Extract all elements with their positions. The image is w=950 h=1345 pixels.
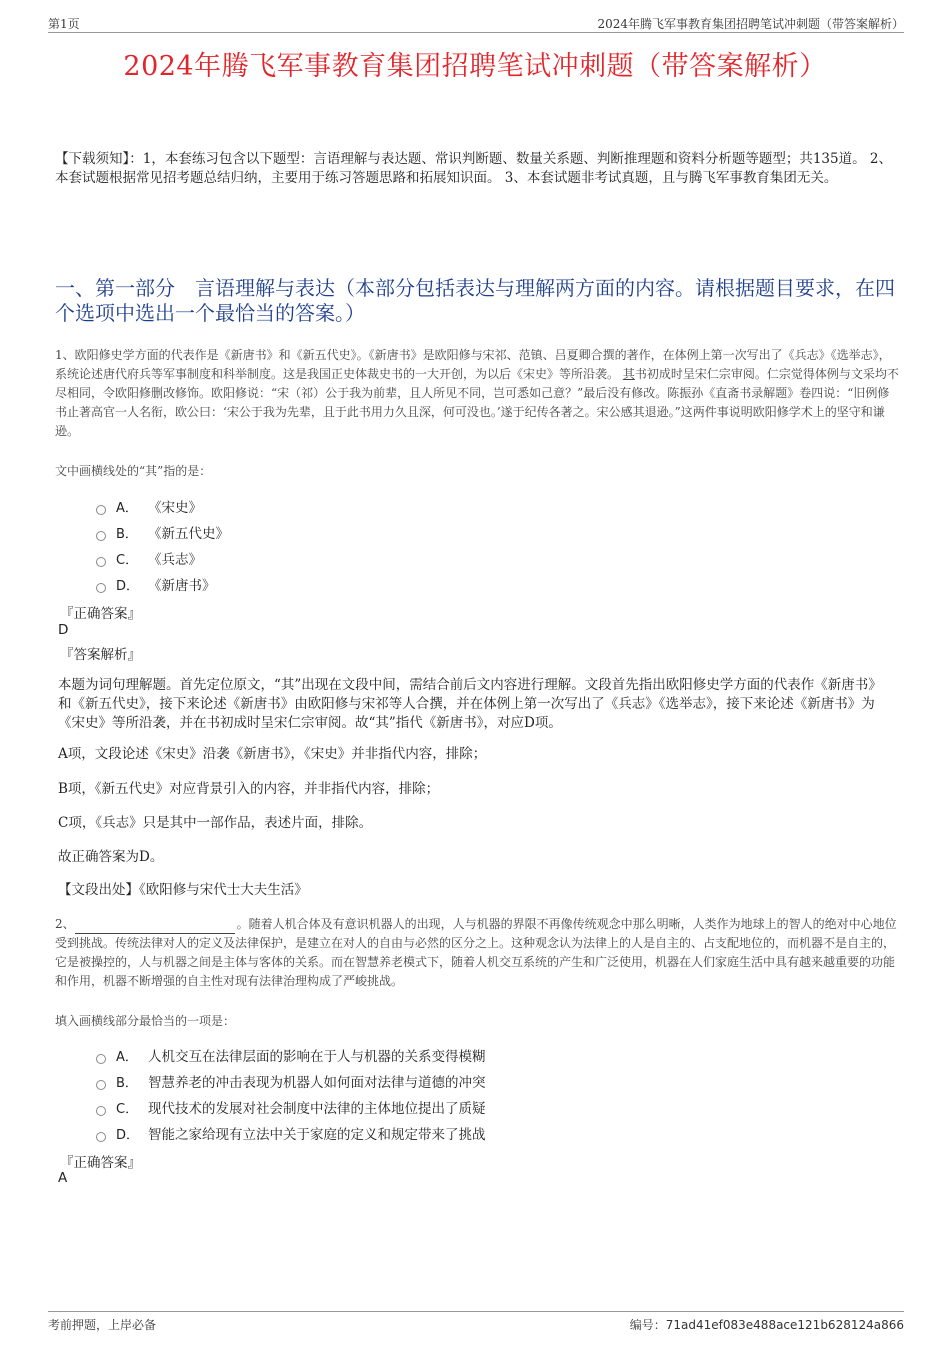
- q1-analysis-label: 『答案解析』: [60, 647, 141, 663]
- q1-options: [96, 496, 229, 600]
- q2-option-b[interactable]: B． 智慧养老的冲击表现为机器人如何面对法律与道德的冲突: [96, 1071, 486, 1097]
- radio-icon[interactable]: [96, 1054, 106, 1064]
- q1-option-a[interactable]: A． 《宋史》: [96, 496, 229, 522]
- q1-analysis-c: C项，《兵志》只是其中一部作品，表述片面，排除。: [58, 815, 373, 831]
- download-notice: 【下载须知】：1，本套练习包含以下题型：言语理解与表达题、常识判断题、数量关系题、判断推理题和资料分析题等题型；共135道。 2、本套试题根据常见招考题总结归纳，主要用于练习答题思路和拓展知识面。 3、本套试题非考试真题，且与腾飞军事教育集团无关。: [55, 151, 892, 186]
- q1-analysis-a: A项，文段论述《宋史》沿袭《新唐书》，《宋史》并非指代内容，排除；: [58, 746, 487, 762]
- q2-passage: [55, 915, 900, 991]
- q1-underlined-word: 其: [622, 367, 635, 381]
- q2-text: 。随着人机合体及有意识机器人的出现，人与机器的界限不再像传统观念中那么明晰，人类作为地球上的智人的绝对中心地位受到挑战。传统法律对人的定义及法律保护，是建立在对人的自由与必然的区分之上。这种观念认为法律上的人是自主的、占支配地位的，而机器不是自主的，它是被操控的，人与机器之间是主体与客体的关系。而在智慧养老模式下，随着人机交互系统的产生和广泛使用，机器在人们家庭生活中具有越来越重要的功能和作用，机器不断增强的自主性对现有法律治理构成了严峻挑战。: [55, 917, 897, 988]
- q2-options: [96, 1045, 486, 1149]
- q1-analysis-main: 本题为词句理解题。首先定位原文，“其”出现在文段中间，需结合前后文内容进行理解。文段首先指出欧阳修史学方面的代表作《新唐书》和《新五代史》，接下来论述《新唐书》由欧阳修与宋祁等人合撰，并在体例上第一次写出了《兵志》《选举志》，接下来论述《新唐书》为《宋史》等所沿袭，并在书初成时呈宋仁宗审阅。故“其”指代《新唐书》，对应D项。: [58, 677, 882, 731]
- page-header: [48, 14, 904, 33]
- q1-answer-label: 『正确答案』: [60, 606, 141, 622]
- document-title: 2024年腾飞军事教育集团招聘笔试冲刺题（带答案解析）: [123, 51, 827, 82]
- page-footer: [48, 1311, 904, 1332]
- radio-icon[interactable]: [96, 1106, 106, 1116]
- q1-option-c[interactable]: C． 《兵志》: [96, 548, 229, 574]
- q2-answer: A: [58, 1170, 68, 1186]
- q1-passage-before: 1、欧阳修史学方面的代表作是《新唐书》和《新五代史》。《新唐书》是欧阳修与宋祁、范镇、吕夏卿合撰的著作，在体例上第一次写出了《兵志》《选举志》，系统论述唐代府兵等军事制度和科举制度。这是我国正史体裁史书的一大开创，为以后《宋史》等所沿袭。: [55, 348, 891, 381]
- q1-source: 【文段出处】《欧阳修与宋代士大夫生活》: [58, 882, 308, 898]
- footer-slogan: 考前押题，上岸必备: [48, 1318, 157, 1332]
- q1-option-d[interactable]: D． 《新唐书》: [96, 574, 229, 600]
- q2-stem: 填入画横线部分最恰当的一项是：: [55, 1014, 236, 1028]
- q2-option-d[interactable]: D． 智能之家给现有立法中关于家庭的定义和规定带来了挑战: [96, 1123, 486, 1149]
- q2-option-c[interactable]: C． 现代技术的发展对社会制度中法律的主体地位提出了质疑: [96, 1097, 486, 1123]
- q1-option-b[interactable]: B． 《新五代史》: [96, 522, 229, 548]
- q1-answer: D: [58, 622, 69, 638]
- radio-icon[interactable]: [96, 1132, 106, 1142]
- q2-blank: [75, 921, 235, 934]
- radio-icon[interactable]: [96, 505, 106, 515]
- radio-icon[interactable]: [96, 557, 106, 567]
- header-doc-title: 2024年腾飞军事教育集团招聘笔试冲刺题（带答案解析）: [597, 17, 904, 31]
- footer-code: 编号：71ad41ef083e488ace121b628124a866: [629, 1318, 904, 1332]
- section-heading: 一、第一部分 言语理解与表达（本部分包括表达与理解两方面的内容。请根据题目要求，在四个选项中选出一个最恰当的答案。）: [55, 276, 895, 325]
- q1-stem: 文中画横线处的“其”指的是：: [55, 464, 212, 478]
- q2-number: 2、: [55, 917, 75, 931]
- q1-analysis-conclusion: 故正确答案为D。: [58, 849, 164, 865]
- radio-icon[interactable]: [96, 583, 106, 593]
- q1-passage: [55, 346, 900, 441]
- radio-icon[interactable]: [96, 1080, 106, 1090]
- page-number: 第1页: [48, 17, 80, 31]
- q1-passage-after: 书初成时呈宋仁宗审阅。仁宗觉得体例与文采均不尽相同，令欧阳修删改修饰。欧阳修说：“宋（祁）公于我为前辈，且人所见不同，岂可悉如己意？”最后没有修改。陈振孙《直斋书录解题》卷四说：“旧例修书止著高官一人名衔，欧公曰：‘宋公于我为先辈，且于此书用力久且深，何可没也。’遂于纪传各著之。宋公感其退逊。”这两件事说明欧阳修学术上的坚守和谦逊。: [55, 367, 899, 438]
- q2-option-a[interactable]: A． 人机交互在法律层面的影响在于人与机器的关系变得模糊: [96, 1045, 486, 1071]
- radio-icon[interactable]: [96, 531, 106, 541]
- q2-answer-label: 『正确答案』: [60, 1155, 141, 1171]
- q1-analysis-b: B项，《新五代史》对应背景引入的内容，并非指代内容，排除；: [58, 781, 440, 797]
